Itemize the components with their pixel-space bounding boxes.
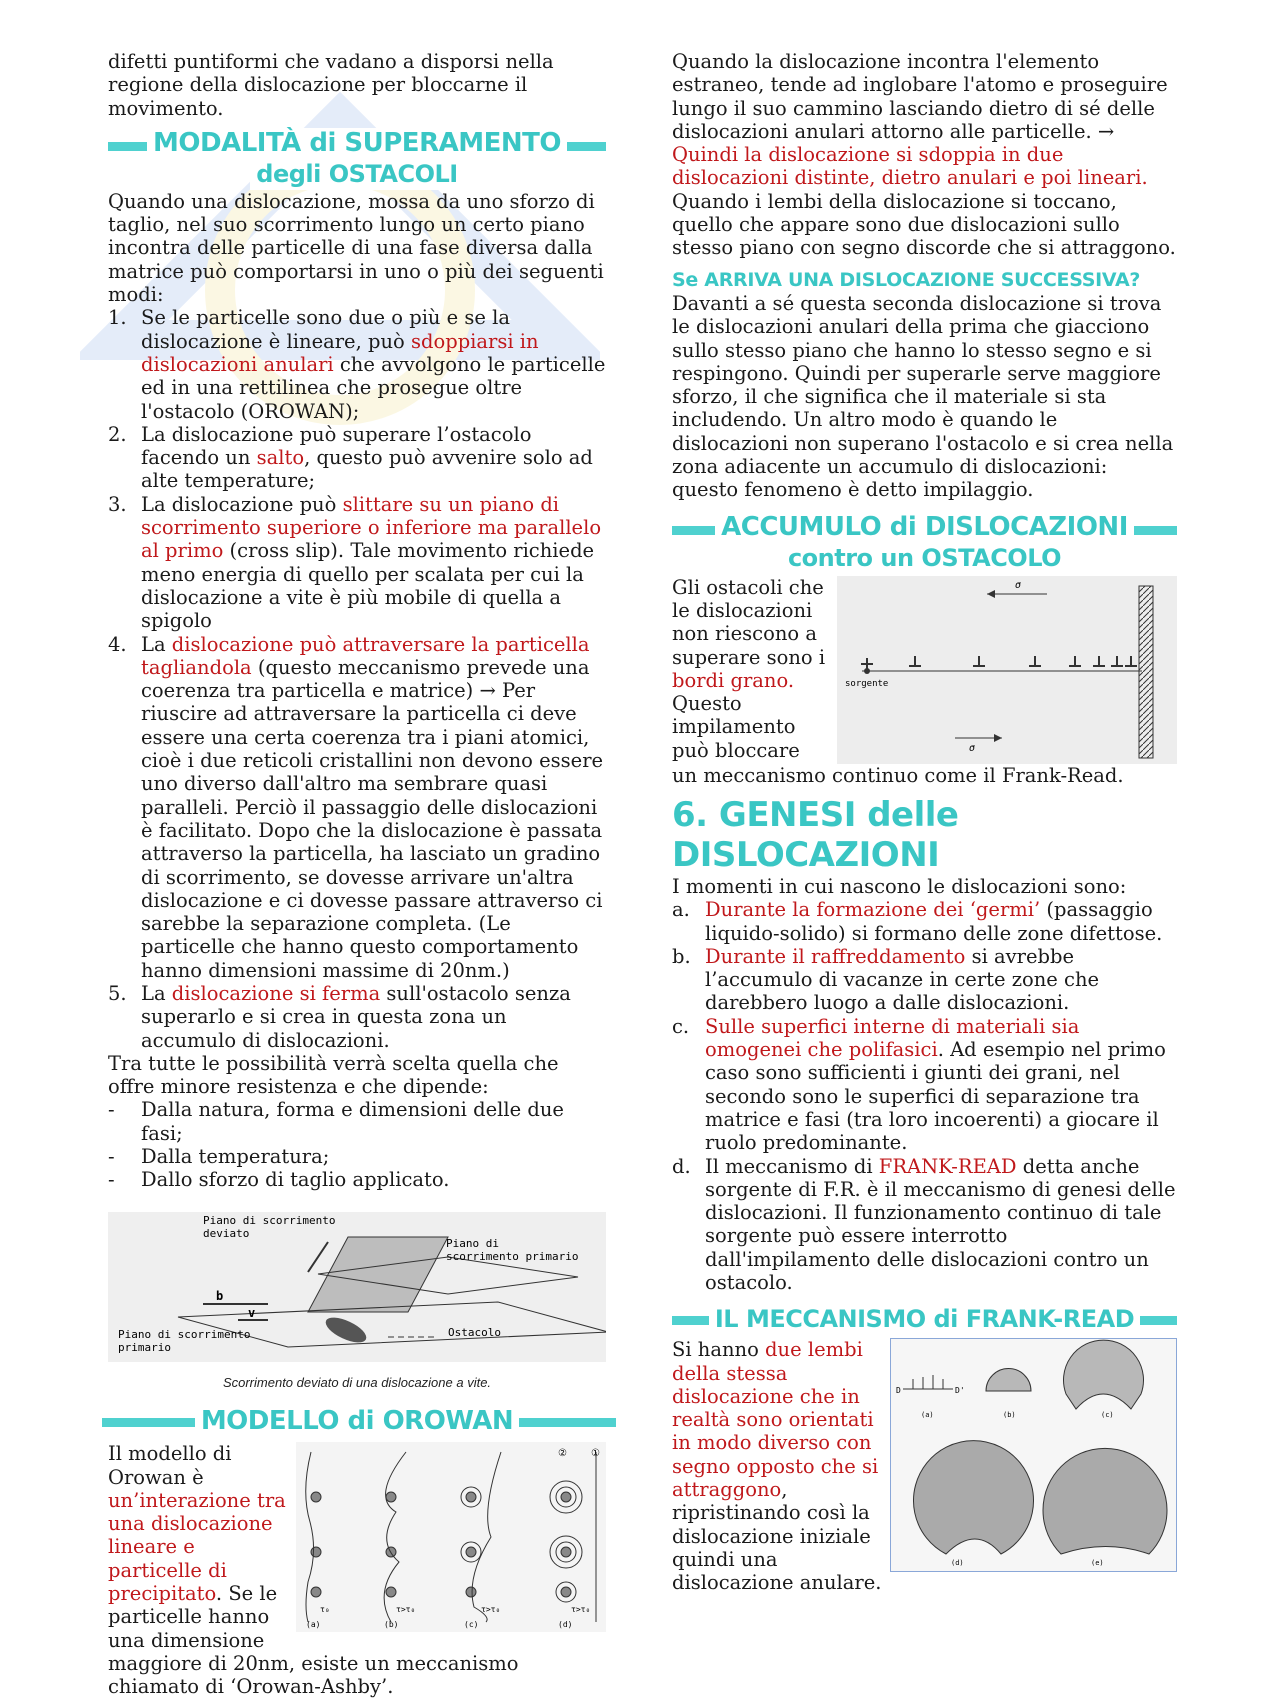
heading-orowan xyxy=(108,1406,606,1440)
orowan-top-2: ② xyxy=(558,1448,567,1460)
list-item: b. Durante il raffreddamento si avrebbe l’accumulo di vacanze in certe zone che darebbero luogo a dalle dislocazioni. xyxy=(672,944,1100,1015)
heading-accumulo-line1: ACCUMULO di DISLOCAZIONI xyxy=(715,512,1134,543)
subheading-successiva: Se ARRIVA UNA DISLOCAZIONE SUCCESSIVA? xyxy=(672,268,1141,291)
orowan-tau-d: τ>τ₀ xyxy=(571,1605,591,1615)
heading-genesi: 6. GENESI delle DISLOCAZIONI xyxy=(672,794,959,875)
fr-label-D: D xyxy=(896,1386,901,1396)
fr-label-d: (d) xyxy=(951,1559,964,1568)
cross-slip-diagram xyxy=(108,1212,606,1362)
heading-orowan-text: MODELLO di OROWAN xyxy=(195,1406,519,1437)
orowan-label-b: (b) xyxy=(384,1620,399,1630)
fr-label-c: (c) xyxy=(1101,1411,1114,1420)
label-primario2: scorrimento primario xyxy=(446,1249,579,1263)
heading-accumulo-line2: contro un OSTACOLO xyxy=(782,543,1067,574)
sigma-bottom: σ xyxy=(969,742,976,754)
list-item: 4. La dislocazione può attraversare la particella tagliandola (questo meccanismo prevede una coerenza tra particella e matrice) → Per riuscire ad attraversare la particella ci deve essere una certa coerenza tra i piani atomici, cioè i due reticoli cristallini non devono essere uno diverso dall'altro ma sembrare quasi paralleli. Perciò il passaggio delle dislocazioni è facilitato. Dopo che la dislocazione è passata attraverso la particella, ha lasciato un gradino di scorrimento, se dovesse arrivare un'altra dislocazione e ci dovesse passare attraverso ci sarebbe la separazione completa. (Le particelle che hanno questo comportamento hanno dimensioni massime di 20nm.) xyxy=(108,632,604,982)
frank-read-diagram xyxy=(890,1338,1177,1572)
list-item: c. Sulle superfici interne di materiali sia omogenei che polifasici. Ad esempio nel primo caso sono sufficienti i giunti dei grani, nel secondo sono le superfici di separazione tra matrice e fasi (tra loro incoerenti) a giocare il ruolo predominante. xyxy=(672,1014,1166,1155)
figure-cross-slip xyxy=(108,1212,606,1395)
left-column xyxy=(108,50,606,1699)
orowan-label-a: (a) xyxy=(306,1620,321,1630)
paragraph-possibilita: Tra tutte le possibilità verrà scelta quella che offre minore resistenza e che dipende: xyxy=(108,1051,559,1099)
heading-frank-read-text: IL MECCANISMO di FRANK-READ xyxy=(709,1304,1140,1335)
heading-modalita xyxy=(108,128,606,188)
list-item: 3. La dislocazione può slittare su un piano di scorrimento superiore o inferiore ma parallelo al primo (cross slip). Tale movimento richiede meno energia di quello per scalata per cui la dislocazione a vite è più mobile di quella a spigolo xyxy=(108,492,602,633)
label-b: b xyxy=(216,1288,224,1303)
paragraph-lembi: Quando i lembi della dislocazione si toccano, quello che appare sono due dislocazioni sullo stesso piano con segno discorde che si attraggono. xyxy=(672,189,1176,260)
dash-item: - Dalla natura, forma e dimensioni delle due fasi; xyxy=(108,1098,564,1145)
paragraph-orowan: Il modello di Orowan è un’interazione tra una dislocazione lineare e particelle di precipitato. Se le particelle hanno una dimensione maggiore di 20nm, esiste un meccanismo chiamato di ‘Orowan-Ashby’. xyxy=(108,1442,519,1699)
orowan-section xyxy=(108,1442,606,1698)
pileup-diagram xyxy=(837,576,1177,764)
label-sorgente: sorgente xyxy=(845,678,889,689)
dash-item: - Dalla temperatura; xyxy=(108,1145,330,1169)
intro-text: difetti puntiformi che vadano a disporsi nella regione della dislocazione per bloccarne il movimento. xyxy=(108,50,554,120)
orowan-tau-a: τ₀ xyxy=(320,1605,330,1615)
paragraph-ostacoli: Gli ostacoli che le dislocazioni non riescono a superare sono i bordi grano. Questo impilamento può bloccare xyxy=(672,575,826,762)
fr-label-b: (b) xyxy=(1003,1411,1016,1420)
label-deviato2: deviato xyxy=(203,1226,250,1240)
fr-label-e: (e) xyxy=(1091,1559,1104,1568)
label-piano: Piano di scorrimento xyxy=(118,1327,251,1341)
fr-label-a: (a) xyxy=(921,1411,934,1420)
label-piano2: primario xyxy=(118,1340,171,1354)
heading-accumulo xyxy=(672,512,1177,574)
label-ostacolo: Ostacolo xyxy=(448,1325,501,1339)
genesi-list xyxy=(672,898,1177,1294)
paragraph-frank-read: Si hanno due lembi della stessa dislocazione che in realtà sono orientati in modo diverso con segno opposto che si attraggono, ripristinando così la dislocazione iniziale quindi una dislocazione anulare. xyxy=(672,1338,882,1595)
right-column xyxy=(672,50,1177,1595)
list-item: 5. La dislocazione si ferma sull'ostacolo senza superarlo e si crea in questa zona un accumulo di dislocazioni. xyxy=(108,981,571,1052)
orowan-diagram xyxy=(296,1442,606,1632)
accumulo-section xyxy=(672,576,1177,787)
fr-label-D2: D' xyxy=(955,1386,965,1396)
label-deviato: Piano di scorrimento xyxy=(203,1213,336,1227)
dash-item: - Dallo sforzo di taglio applicato. xyxy=(108,1168,450,1192)
paragraph-inglobare: Quando la dislocazione incontra l'elemento estraneo, tende ad inglobare l'atomo e proseguire lungo il suo cammino lasciando dietro di sé delle dislocazioni anulari attorno alle particelle. → Quindi la dislocazione si sdoppia in due dislocazioni distinte, dietro anulari e poi lineari. xyxy=(672,50,1168,190)
orowan-label-c: (c) xyxy=(464,1620,479,1630)
list-item: 1. Se le particelle sono due o più e se la dislocazione è lineare, può sdoppiarsi in dislocazioni anulari che avvolgono le particelle ed in una rettilinea che prosegue oltre l'ostacolo (OROWAN); xyxy=(108,306,606,423)
orowan-tau-b: τ>τ₀ xyxy=(396,1605,416,1615)
orowan-tau-c: τ>τ₀ xyxy=(481,1605,501,1615)
heading-modalita-line1: MODALITÀ di SUPERAMENTO xyxy=(147,128,567,159)
modalita-list xyxy=(108,306,606,1052)
orowan-label-d: (d) xyxy=(558,1620,573,1630)
paragraph-modalita: Quando una dislocazione, mossa da uno sforzo di taglio, nel suo scorrimento lungo un certo piano incontra delle particelle di una fase diversa dalla matrice può comportarsi in uno o più dei seguenti modi: xyxy=(108,189,604,307)
orowan-top-1: ① xyxy=(591,1448,600,1460)
frank-read-section xyxy=(672,1338,1177,1594)
sigma-top: σ xyxy=(1015,579,1022,591)
figure-caption: Scorrimento deviato di una dislocazione a vite. xyxy=(222,1374,492,1390)
paragraph-frank-read-block: un meccanismo continuo come il Frank-Read. xyxy=(672,763,1124,787)
paragraph-momenti: I momenti in cui nascono le dislocazioni sono: xyxy=(672,874,1127,898)
heading-frank-read xyxy=(672,1304,1177,1336)
label-v: v xyxy=(248,1305,256,1320)
label-primario: Piano di xyxy=(446,1236,499,1250)
list-item: d. Il meccanismo di FRANK-READ detta anche sorgente di F.R. è il meccanismo di genesi delle dislocazioni. Il funzionamento continuo di tale sorgente può essere interrotto dall'impilamento delle dislocazioni contro un ostacolo. xyxy=(672,1154,1176,1294)
heading-modalita-line2: degli OSTACOLI xyxy=(250,159,463,190)
paragraph-successiva: Se ARRIVA UNA DISLOCAZIONE SUCCESSIVA? Davanti a sé questa seconda dislocazione si trova le dislocazioni anulari della prima che giacciono sullo stesso piano che hanno lo stesso segno e si respingono. Quindi per superarle serve maggiore sforzo, il che significa che il materiale si sta includendo. Un altro modo è quando le dislocazioni non superano l'ostacolo e si crea nella zona adiacente un accumulo di dislocazioni: questo fenomeno è detto impilaggio. xyxy=(672,268,1174,502)
list-item: a. Durante la formazione dei ‘germi’ (passaggio liquido-solido) si formano delle zone difettose. xyxy=(672,898,1163,945)
dash-list xyxy=(108,1098,606,1191)
list-item: 2. La dislocazione può superare l’ostacolo facendo un salto, questo può avvenire solo ad alte temperature; xyxy=(108,422,593,493)
